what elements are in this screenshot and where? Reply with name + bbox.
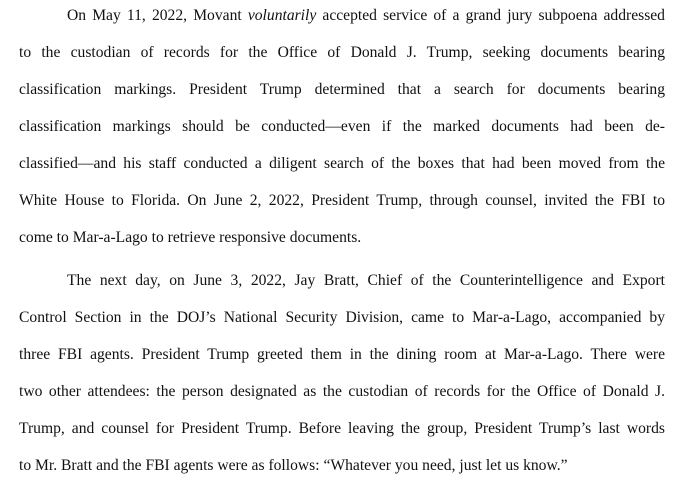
text-segment: accepted service of a grand jury subpoena addressed (316, 7, 665, 24)
text-line: to Mr. Bratt and the FBI agents were as follows: “Whatever you need, just let us know.” (19, 457, 568, 474)
text-line: White House to Florida. On June 2, 2022, President Trump, through counsel, invited the FBI to (19, 192, 665, 209)
emphasis-text: voluntarily (247, 7, 317, 24)
text-line: three FBI agents. President Trump greeted them in the dining room at Mar-a-Lago. There were (19, 346, 665, 363)
text-line: Control Section in the DOJ’s National Security Division, came to Mar-a-Lago, accompanied by (19, 309, 665, 326)
text-line (67, 6, 665, 26)
text-line: Trump, and counsel for President Trump. Before leaving the group, President Trump’s last words (19, 420, 665, 437)
text-line: classification markings should be conducted—even if the marked documents had been de- (19, 118, 665, 135)
text-line: classification markings. President Trump determined that a search for documents bearing (19, 81, 665, 98)
text-segment: On May 11, 2022, Movant (67, 7, 248, 24)
text-line: The next day, on June 3, 2022, Jay Bratt, Chief of the Counterintelligence and Export (67, 272, 665, 289)
text-line: come to Mar-a-Lago to retrieve responsive documents. (19, 229, 362, 246)
text-line: to the custodian of records for the Office of Donald J. Trump, seeking documents bearing (19, 44, 665, 61)
text-line: classified—and his staff conducted a diligent search of the boxes that had been moved from the (19, 155, 665, 172)
text-line: two other attendees: the person designated as the custodian of records for the Office of Donald J. (19, 383, 665, 400)
